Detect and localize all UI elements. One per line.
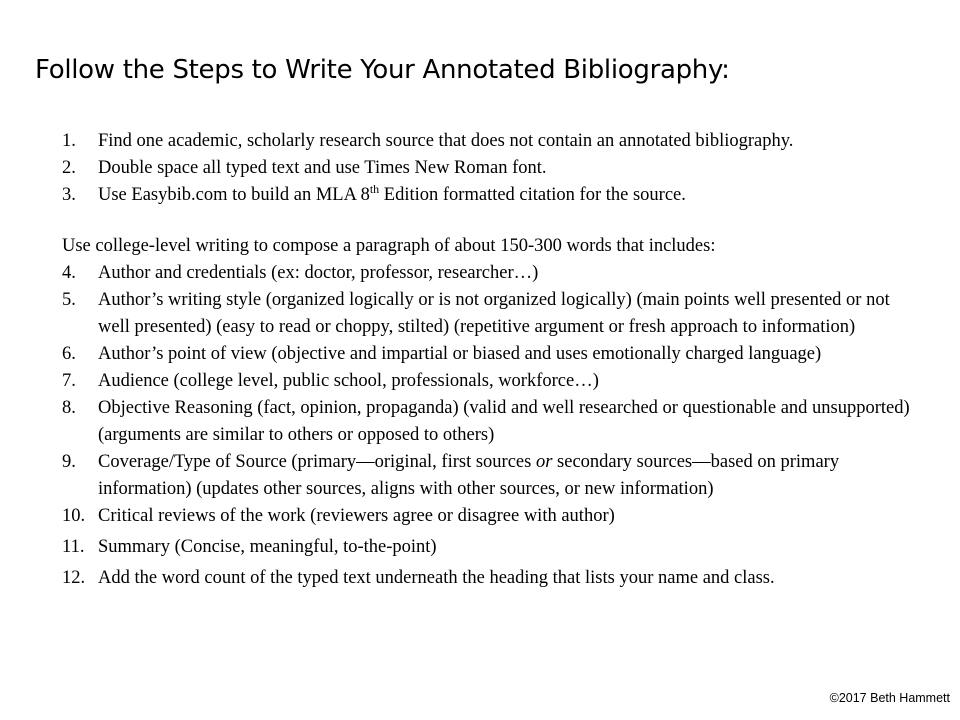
list-item-text-part: Use Easybib.com to build an MLA 8 — [98, 185, 370, 205]
list-item — [62, 534, 912, 561]
page-title: Follow the Steps to Write Your Annotated Bibliography: — [35, 55, 730, 85]
list-item-number: 5. — [62, 290, 76, 310]
list-item-text — [98, 449, 912, 503]
list-item — [62, 341, 912, 368]
list-item — [62, 128, 912, 155]
list-item-number: 8. — [62, 398, 76, 418]
list-item-number: 6. — [62, 344, 76, 364]
list-item-number: 10. — [62, 506, 86, 526]
list-item — [62, 155, 912, 182]
list-item-text: Critical reviews of the work (reviewers agree or disagree with author) — [98, 506, 615, 526]
list-item — [62, 449, 912, 503]
list-item-number: 4. — [62, 263, 76, 283]
list-item-text: Author’s point of view (objective and impartial or biased and uses emotionally charged language) — [98, 344, 822, 364]
list-item — [62, 287, 912, 341]
list-item-text: Objective Reasoning (fact, opinion, propaganda) (valid and well researched or questionable and unsupported)(arguments are similar to others or opposed to others) — [98, 398, 910, 445]
list-item — [62, 565, 912, 592]
list-item-text: Audience (college level, public school, professionals, workforce…) — [98, 371, 599, 391]
ordinal-superscript: th — [369, 181, 380, 196]
list-item-number: 3. — [62, 185, 76, 205]
list-item — [62, 182, 912, 209]
list-item-text — [98, 182, 912, 209]
list-item-text-part: secondary sources—based on primary information) (updates other sources, aligns with other sources, or new information) — [98, 452, 840, 499]
list-item — [62, 503, 912, 530]
intro-paragraph: Use college-level writing to compose a paragraph of about 150-300 words that includes: — [62, 236, 716, 256]
list-item-text: Double space all typed text and use Times New Roman font. — [98, 158, 547, 178]
list-item — [62, 260, 912, 287]
list-item-number: 11. — [62, 537, 85, 557]
list-item-number: 2. — [62, 158, 76, 178]
copyright-notice: ©2017 Beth Hammett — [829, 691, 950, 705]
list-item — [62, 368, 912, 395]
list-item-number: 1. — [62, 131, 76, 151]
list-item-number: 12. — [62, 568, 86, 588]
list-item-number: 9. — [62, 452, 76, 472]
list-item-number: 7. — [62, 371, 76, 391]
list-item — [62, 395, 912, 449]
list-item-text-part: Edition formatted citation for the source. — [379, 185, 686, 205]
list-item-text-part: Coverage/Type of Source (primary—original, first sources — [98, 452, 536, 472]
emphasis-text: or — [535, 452, 553, 472]
list-item-text: Author’s writing style (organized logically or is not organized logically) (main points well presented or not well presented) (easy to read or choppy, stilted) (repetitive argument or fresh approach to information) — [98, 290, 890, 337]
list-item-text: Find one academic, scholarly research source that does not contain an annotated bibliography. — [98, 131, 794, 151]
list-item-text: Summary (Concise, meaningful, to-the-point) — [98, 537, 437, 557]
instructions-body — [62, 128, 912, 592]
list-item-text: Author and credentials (ex: doctor, professor, researcher…) — [98, 263, 539, 283]
list-item-text: Add the word count of the typed text underneath the heading that lists your name and class. — [98, 568, 775, 588]
